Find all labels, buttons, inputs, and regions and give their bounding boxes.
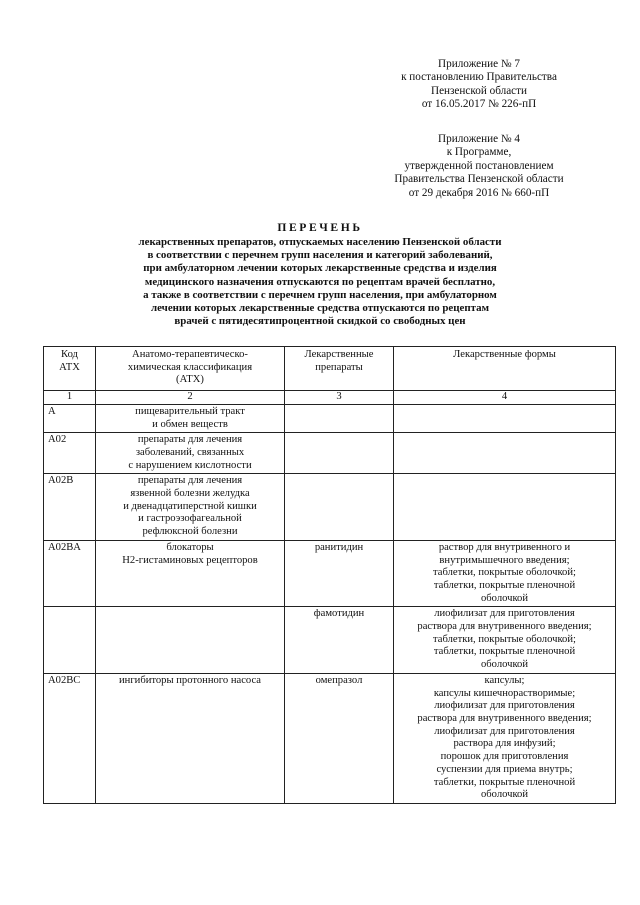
subtitle-line: медицинского назначения отпускаются по рецептам врачей бесплатно, — [144, 275, 496, 288]
atc-code-cell: A02B — [44, 474, 96, 541]
header-drugs — [285, 347, 394, 391]
cell-line: оболочкой — [480, 789, 529, 801]
cell-line: блокаторы — [166, 541, 214, 553]
cell-line: таблетки, покрытые пленочной — [433, 579, 576, 591]
dosage-forms-cell — [394, 540, 616, 607]
dosage-forms-cell — [394, 607, 616, 674]
cell-line: таблетки, покрытые пленочной — [433, 646, 576, 658]
table-row — [44, 474, 616, 541]
table-row — [44, 540, 616, 607]
drug-name-cell — [285, 673, 394, 803]
header-text: АТХ — [59, 361, 80, 373]
subtitle-line: врачей с пятидесятипроцентной скидкой со свободных цен — [174, 315, 466, 328]
column-number-row — [44, 391, 616, 405]
cell-line: раствора для инфузий; — [453, 738, 556, 750]
cell-line: оболочкой — [480, 592, 529, 604]
dosage-forms-cell — [394, 433, 616, 474]
appendix-7-line: Приложение № 7 — [438, 58, 520, 70]
drug-list-table — [43, 346, 616, 804]
subtitle-line: лекарственных препаратов, отпускаемых населению Пензенской области — [138, 236, 502, 248]
cell-line: язвенной болезни желудка — [130, 488, 250, 500]
appendix-7-block — [374, 58, 584, 112]
appendix-4-line: утвержденной постановлением — [404, 159, 554, 172]
header-text: Код — [61, 349, 78, 360]
cell-line: ранитидин — [314, 541, 364, 553]
header-text: препараты — [315, 361, 363, 373]
cell-line: рефлюксной болезни — [142, 526, 238, 538]
cell-line: препараты для лечения — [137, 434, 243, 446]
table-row — [44, 673, 616, 803]
subtitle-line: а также в соответствии с перечнем групп населения, при амбулаторном — [143, 288, 497, 301]
cell-line: препараты для лечения — [137, 475, 243, 487]
header-text: Анатомо-терапевтическо- — [132, 349, 248, 360]
cell-line: таблетки, покрытые оболочкой; — [433, 567, 576, 579]
cell-line: оболочкой — [480, 659, 529, 671]
cell-line: лиофилизат для приготовления — [434, 725, 575, 737]
subtitle-line: при амбулаторном лечении которых лекарственные средства и изделия — [143, 262, 497, 275]
appendix-4-line: от 29 декабря 2016 № 660-пП — [408, 186, 550, 199]
drug-name-cell — [285, 540, 394, 607]
document-title: ПЕРЕЧЕНЬ — [277, 221, 363, 234]
cell-line: таблетки, покрытые оболочкой; — [433, 633, 576, 645]
cell-line: раствор для внутривенного и — [438, 541, 571, 553]
cell-line: капсулы; — [484, 674, 525, 686]
dosage-forms-cell — [394, 673, 616, 803]
table-row — [44, 404, 616, 432]
atc-classification-cell — [96, 404, 285, 432]
header-atc-classification — [96, 347, 285, 391]
document-subtitle — [60, 236, 580, 328]
dosage-forms-cell — [394, 474, 616, 541]
cell-line: порошок для приготовления — [440, 751, 569, 763]
cell-line: с нарушением кислотности — [128, 459, 252, 471]
table-row — [44, 607, 616, 674]
column-number: 1 — [44, 391, 96, 405]
cell-line: H2-гистаминовых рецепторов — [122, 554, 258, 566]
cell-line: и обмен веществ — [152, 418, 228, 430]
cell-line: ингибиторы протонного насоса — [118, 674, 261, 686]
cell-line: лиофилизат для приготовления — [434, 700, 575, 712]
header-atc-code — [44, 347, 96, 391]
cell-line: капсулы кишечнорастворимые; — [433, 687, 576, 699]
cell-line: омепразол — [315, 674, 363, 686]
header-text: (АТХ) — [176, 374, 204, 386]
cell-line: и двенадцатиперстной кишки — [123, 500, 257, 512]
dosage-forms-cell — [394, 404, 616, 432]
atc-code-cell: A — [44, 404, 96, 432]
atc-code-cell — [44, 607, 96, 674]
cell-line: лиофилизат для приготовления — [434, 608, 575, 620]
drug-name-cell — [285, 433, 394, 474]
atc-code-cell: A02 — [44, 433, 96, 474]
column-number: 2 — [96, 391, 285, 405]
cell-line: таблетки, покрытые пленочной — [433, 776, 576, 788]
appendix-7-line: к постановлению Правительства — [401, 71, 557, 84]
cell-line: суспензии для приема внутрь; — [436, 763, 573, 775]
column-number: 4 — [394, 391, 616, 405]
appendix-4-block — [366, 133, 592, 200]
atc-classification-cell — [96, 474, 285, 541]
header-text: Лекарственные — [304, 349, 374, 360]
cell-line: заболеваний, связанных — [135, 446, 245, 458]
subtitle-line: лечении которых лекарственные средства отпускаются по рецептам — [151, 302, 489, 315]
atc-classification-cell — [96, 607, 285, 674]
atc-code-cell: A02BA — [44, 540, 96, 607]
appendix-4-line: Приложение № 4 — [438, 133, 520, 145]
atc-classification-cell — [96, 673, 285, 803]
appendix-4-line: Правительства Пензенской области — [394, 173, 564, 186]
appendix-4-line: к Программе, — [446, 146, 512, 159]
table-row — [44, 433, 616, 474]
header-text: химическая классификация — [127, 361, 253, 373]
cell-line: пищеварительный тракт — [135, 405, 245, 417]
drug-name-cell — [285, 607, 394, 674]
drug-name-cell — [285, 474, 394, 541]
appendix-7-line: Пензенской области — [430, 84, 527, 97]
subtitle-line: в соответствии с перечнем групп населения и категорий заболеваний, — [147, 249, 493, 262]
atc-classification-cell — [96, 540, 285, 607]
drug-name-cell — [285, 404, 394, 432]
cell-line: и гастроэзофагеальной — [138, 513, 242, 525]
table-header-row — [44, 347, 616, 391]
appendix-7-line: от 16.05.2017 № 226-пП — [421, 98, 537, 111]
header-dosage-forms — [394, 347, 616, 391]
atc-classification-cell — [96, 433, 285, 474]
atc-code-cell: A02BC — [44, 673, 96, 803]
cell-line: раствора для внутривенного введения; — [417, 621, 592, 633]
cell-line: раствора для внутривенного введения; — [417, 712, 592, 724]
cell-line: фамотидин — [313, 608, 365, 620]
column-number: 3 — [285, 391, 394, 405]
header-text: Лекарственные формы — [453, 349, 556, 360]
cell-line: внутримышечного введения; — [439, 554, 570, 566]
